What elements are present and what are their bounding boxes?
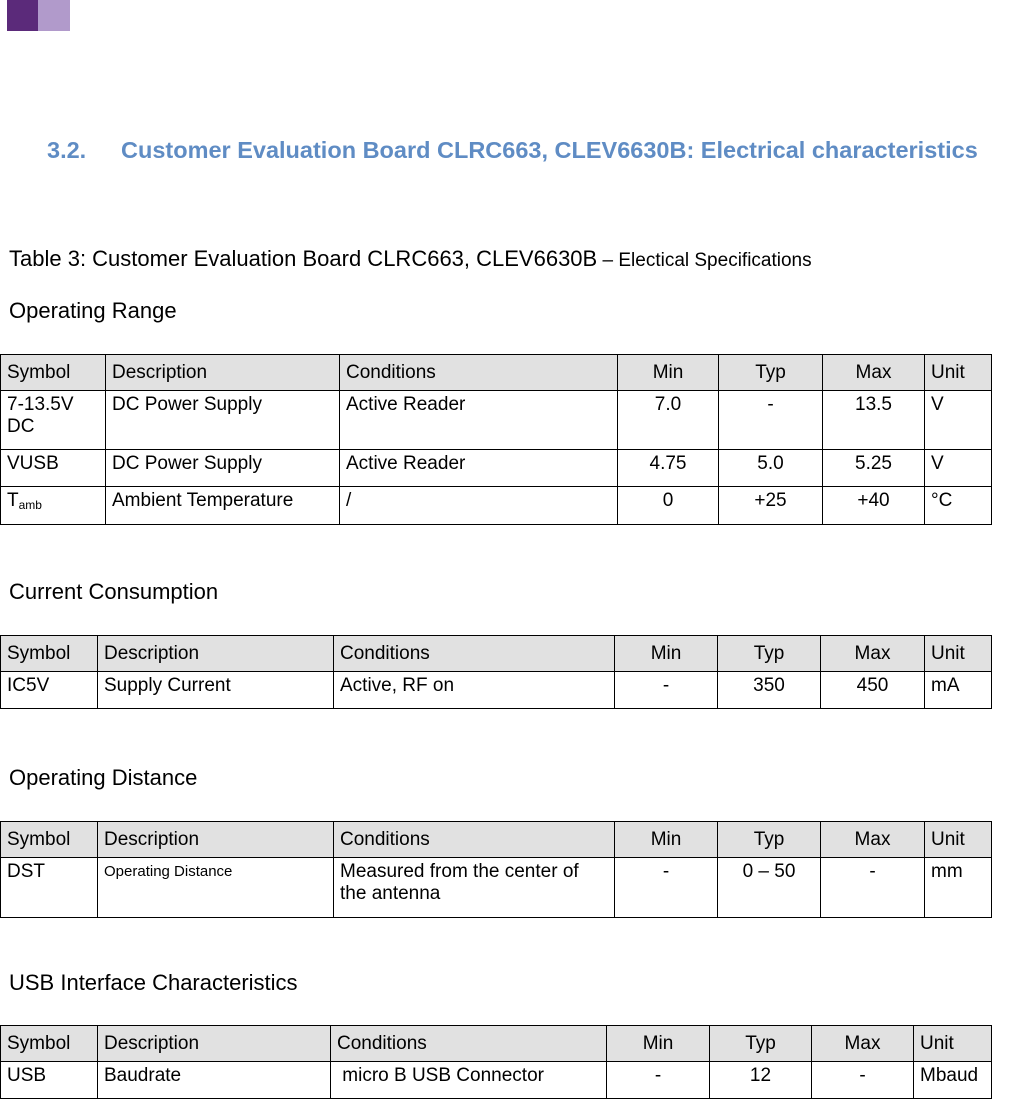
- header-max: Max: [821, 822, 925, 858]
- cell-typ: +25: [719, 487, 823, 525]
- operating-distance-table: [0, 821, 992, 918]
- table-header-row: [1, 1026, 992, 1062]
- table-row: [1, 391, 992, 450]
- header-unit: Unit: [925, 355, 992, 391]
- operating-range-title: Operating Range: [9, 298, 177, 323]
- header-min: Min: [615, 636, 718, 672]
- header-description: Description: [98, 822, 334, 858]
- table-header-row: [1, 636, 992, 672]
- header-min: Min: [607, 1026, 710, 1062]
- cell-description: DC Power Supply: [106, 450, 340, 487]
- cell-symbol: 7-13.5V DC: [1, 391, 106, 450]
- header-unit: Unit: [925, 636, 992, 672]
- cell-description: Ambient Temperature: [106, 487, 340, 525]
- header-min: Min: [618, 355, 719, 391]
- table-header-row: [1, 355, 992, 391]
- table-header-row: [1, 822, 992, 858]
- cell-unit: V: [925, 450, 992, 487]
- usb-interface-table: [0, 1025, 992, 1099]
- header-description: Description: [106, 355, 340, 391]
- operating-distance-title: Operating Distance: [9, 765, 198, 790]
- cell-conditions: Active Reader: [340, 391, 618, 450]
- cell-symbol: DST: [1, 858, 98, 918]
- table-caption: [9, 246, 812, 272]
- logo-mark-light: [38, 0, 70, 31]
- header-description: Description: [98, 1026, 331, 1062]
- cell-symbol: [1, 487, 106, 525]
- header-typ: Typ: [718, 636, 821, 672]
- header-max: Max: [823, 355, 925, 391]
- cell-conditions: Measured from the center of the antenna: [334, 858, 615, 918]
- cell-conditions: /: [340, 487, 618, 525]
- cell-unit: mm: [925, 858, 992, 918]
- cell-unit: °C: [925, 487, 992, 525]
- cell-typ: -: [719, 391, 823, 450]
- symbol-subscript: amb: [18, 498, 42, 512]
- header-symbol: Symbol: [1, 636, 98, 672]
- cell-symbol: VUSB: [1, 450, 106, 487]
- cell-min: -: [615, 858, 718, 918]
- table-row: [1, 858, 992, 918]
- table-row: [1, 1062, 992, 1099]
- current-consumption-table: [0, 635, 992, 709]
- cell-conditions: Active, RF on: [334, 672, 615, 709]
- header-conditions: Conditions: [334, 822, 615, 858]
- cell-min: -: [615, 672, 718, 709]
- current-consumption-title: Current Consumption: [9, 579, 219, 604]
- cell-typ: 0 – 50: [718, 858, 821, 918]
- cell-max: -: [821, 858, 925, 918]
- table-caption-suffix: – Electical Specifications: [597, 250, 812, 271]
- cell-description: DC Power Supply: [106, 391, 340, 450]
- cell-unit: mA: [925, 672, 992, 709]
- cell-description: Operating Distance: [98, 858, 334, 918]
- header-max: Max: [812, 1026, 914, 1062]
- cell-unit: V: [925, 391, 992, 450]
- header-symbol: Symbol: [1, 1026, 98, 1062]
- symbol-main: T: [7, 490, 19, 511]
- header-min: Min: [615, 822, 718, 858]
- header-typ: Typ: [718, 822, 821, 858]
- cell-typ: 12: [710, 1062, 812, 1099]
- cell-conditions: micro B USB Connector: [331, 1062, 607, 1099]
- cell-max: 450: [821, 672, 925, 709]
- operating-range-table: [0, 354, 992, 525]
- header-typ: Typ: [719, 355, 823, 391]
- header-symbol: Symbol: [1, 822, 98, 858]
- header-typ: Typ: [710, 1026, 812, 1062]
- section-title: Customer Evaluation Board CLRC663, CLEV6630B: Electrical characteristics: [121, 137, 978, 163]
- logo-mark-dark: [7, 0, 38, 31]
- header-conditions: Conditions: [334, 636, 615, 672]
- header-conditions: Conditions: [331, 1026, 607, 1062]
- cell-description: Baudrate: [98, 1062, 331, 1099]
- cell-max: 5.25: [823, 450, 925, 487]
- cell-conditions: Active Reader: [340, 450, 618, 487]
- header-conditions: Conditions: [340, 355, 618, 391]
- cell-max: +40: [823, 487, 925, 525]
- table-row: [1, 487, 992, 525]
- cell-typ: 350: [718, 672, 821, 709]
- table-row: [1, 450, 992, 487]
- header-description: Description: [98, 636, 334, 672]
- cell-symbol: USB: [1, 1062, 98, 1099]
- header-symbol: Symbol: [1, 355, 106, 391]
- cell-min: 4.75: [618, 450, 719, 487]
- cell-unit: Mbaud: [914, 1062, 992, 1099]
- header-unit: Unit: [914, 1026, 992, 1062]
- cell-typ: 5.0: [719, 450, 823, 487]
- section-number: 3.2.: [47, 137, 87, 163]
- table-caption-main: Table 3: Customer Evaluation Board CLRC663, CLEV6630B: [9, 246, 598, 271]
- cell-symbol: IC5V: [1, 672, 98, 709]
- section-heading: [47, 137, 978, 164]
- cell-max: 13.5: [823, 391, 925, 450]
- cell-min: 0: [618, 487, 719, 525]
- header-max: Max: [821, 636, 925, 672]
- cell-max: -: [812, 1062, 914, 1099]
- table-row: [1, 672, 992, 709]
- header-unit: Unit: [925, 822, 992, 858]
- cell-min: 7.0: [618, 391, 719, 450]
- cell-min: -: [607, 1062, 710, 1099]
- cell-description: Supply Current: [98, 672, 334, 709]
- usb-interface-title: USB Interface Characteristics: [9, 970, 298, 995]
